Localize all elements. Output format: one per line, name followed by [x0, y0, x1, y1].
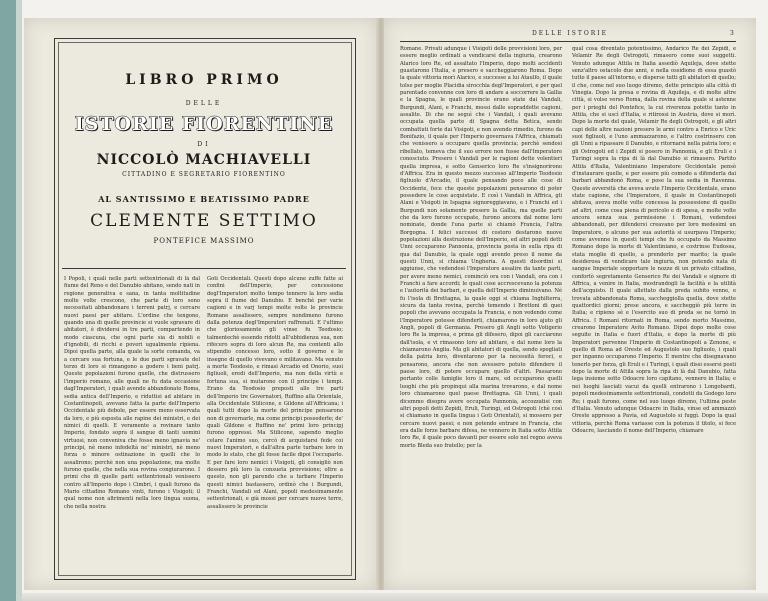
pope-title: PONTEFICE MASSIMO [153, 237, 255, 245]
left-text-column-2 [207, 276, 343, 572]
author-role: CITTADINO E SEGRETARIO FIORENTINO [122, 171, 286, 178]
page-shadow [22, 593, 768, 601]
header-rule [400, 41, 736, 42]
book-number: LIBRO PRIMO [125, 72, 283, 88]
title-di: DI [197, 141, 211, 148]
pope-name: CLEMENTE SETTIMO [90, 211, 318, 231]
book-cover-edge [0, 0, 22, 601]
right-col2-text: qual cosa diventato potentissimo, Andarico Re dei Zepidi, e Velamir Re degli Ostrogoti, rimasero come suoi suggetti. Venuto adunque Attila in Italia assediò Aquileja, dove stette senz'altro ostacolo due anni, e nella ossidione di essa guastò tutto il paese all'intorno, e disperse tutti gli abitatori di quello; il che, come nel suo luogo diremo, dette principio alla città di Vinegia. Dopo la presa e rovina di Aquileja, e di molte altre città, si volse verso Roma, dalla rovina della quale si astenne per i prieghi del Pontefice, la cui riverenza potette tanto in Attila, che si uscì d'Italia, e ritirossi in Austria, dove si morì. Dopo la morte del quale, Velamir Re degli Ostrogoti, e gli altri capi delle altre nazioni presero le armi contro a Enrico e Uric suoi figliuoli, e l'uno ammazzarono, e l'altro costrinsero con gli Unni a ripassare il Danubio, e ritornarsi nella patria loro; e gli Ostrogoti ed i Zepidi si posero in Pannonia, e gli Eruli e i Turingi sopra la ripa di là dal Danubio si rimasero. Partito Attila d'Italia, Valentiniano Imperatore Occidentale pensò d'instaurare quelle, e per essere più comodo a difenderla dai barbari abbandonò Roma, e pose la sua sedia in Ravenna. Queste avversità che aveva avute l'Imperio Occidentale, erano state cagione, che l'Imperatore, il quale in Costantinopoli abitava, aveva molte volte concessa la possessione di quello ad altri, come cosa piena di pericolo e di spesa, e molte volte ancora senza sua permissione i Romani, vedendosi abbandonati, per difendersi creavano per loro medesimi un Imperatore, o alcuno per sua autorità si usurpava l'Imperio; come avvenne in questi tempi che fu occupato da Massimo Romano dopo la morte di Valentiniano, e costrinse Eudossa, stata moglie di quello, a prenderlo per marito; la quale desiderosa di vendicare tale ingiuria, non potendo nata di sangue Imperiale sopportare le nozze di un privato cittadino, confortò segretamente Genserico Re dei Vandali e signore di Affrica, a venire in Italia, mostrandogli la facilità e la utilità dell'acquisto. Il quale allettato dalla preda subito venne, e trovata abbandonata Roma, saccheggiolla quella, dove stette quattordici giorni; prese ancora, e saccheggiò più terre in Italia; e ripieno sè e l'esercito suo di preda se ne tornò in Affrica. I Romani ritornati in Roma, sendo morto Massimo, crearono Imperatore Avito Romano. Dipoi dopo molte cose seguite in Italia e fuori d'Italia, e dopo la morte di più Imperatori pervenne l'Imperio di Costantinopoli a Zenone, e quello di Roma ad Oreste ed Augustolo suo figliuolo, i quali per inganno occuparono l'Imperio. E mentre che disegnavano tenerlo per forza, gli Eruli e i Turingi, i quali dissi essersi posti dopo la morte di Attila sopra la ripa di là dal Danubio, fatta lega insieme sotto Odoacre loro capitano, vennero in Italia; e nei luoghi lasciati vacui da quelli entrarono i Longobardi, popoli medesimamente settentrionali, condotti da Godogo loro Re; i quali furono, come nel suo luogo diremo, l'ultima peste d'Italia. Venuto adunque Odoacre in Italia, vinse ed ammazzò Oreste appresso a Pavia, ed Augustolo si fuggì. Dopo la qual vittoria, perchè Roma variasse con la potenza il titolo, si fece Odoacre, lasciando il nome dell'Imperio, chiamare [572, 46, 736, 434]
running-head: DELLE ISTORIE [531, 30, 609, 37]
right-text-column-2 [572, 46, 736, 576]
title-block [62, 72, 346, 245]
right-text-column-1 [400, 46, 562, 576]
left-col1-text: I Popoli, i quali nelle parti settentrionali di là dal fiume del Reno e del Danubio abitano, sendo nati in regione generativa e sana, in tanta moltitudine molte volte crescono, che parte di loro sono necessitati abbandonare i terreni patrj, e cercare nuovi paesi per abitare. L'ordine che tengono, quando una di quelle provincie si vuole sgravare di abitatori, è dividersi in tre parti, compartendo in modo ciascuna, che ogni parte sia di nobili e d'ignobili, di ricchi e poveri ugualmente ripiena. Dipoi quella parte, alla quale la sorte comanda, va a cercare sua fortuna, e le due parti sgravate del terzo di loro si rimangono a godere i beni patrj. Queste popolazioni furono quelle, che distrussero l'imperio romano, alle quali ne fu data occasione dagl'Imperatori, i quali avendo abbandonato Roma, sedia antica dell'Imperio, e riduttisi ad abitare in Costantinopoli, avevano fatta la parte dell'Imperio Occidentale più debole, per essere meno osservata da loro, e più esposta alle rapine dei ministri, e dei nimici di quelli. E veramente a rovinare tanto Imperio, fondato sopra il sangue di tanti uomini virtuosi, non conveniva che fosse meno ignavia ne' principi, nè meno infedeltà ne' ministri, nè meno forza o minore ostinazione in quelli che lo assalirono; perchè non una popolazione, ma molte furono quelle, che nella sua rovina congiurarono. I primi che di quelle parti settentrionali venissero contro all'Imperio dopo i Cimbri, i quali furono da Mario cittadino Romano vinti, furono i Visigoti; il qual nome non altrimenti nella loro lingua suona, che nella nostra [64, 276, 200, 510]
dedication: AL SANTISSIMO E BEATISSIMO PADRE [98, 194, 310, 204]
left-text-column-1 [64, 276, 200, 572]
author-name: NICCOLÒ MACHIAVELLI [96, 152, 312, 168]
main-title: ISTORIE FIORENTINE [74, 113, 334, 135]
title-delle: DELLE [185, 100, 223, 107]
title-rule [62, 268, 346, 269]
left-col2-text: Goti Occidentali. Questi dopo alcune zuffe fatte ai confini dell'Imperio, per concessione degl'Imperatori molto tempo tennero la loro sedia sopra il fiume del Danubio. E benchè per varie cagioni e in varj tempi molte volte le provincie Romane assalissero, sempre nondimeno furono dalla potenza degl'Imperatori raffrenati. E l'ultimo che gloriosamente gli vinse fu Teodosio; talmentechè essendo ridotti all'ubbidienza sua, non rifecero sopra di loro alcun Re, ma contenti allo stipendio concesso loro, sotto il governo e le insegne di quello vivevano e militavano. Ma venuto a morte Teodosio, e rimasi Arcadio ed Onorio, suoi figliuoli, eredi dell'Imperio, ma non della virtù e fortuna sua, si mutarono con il principe i tempi. Erano da Teodosio preposti alle tre parti dell'Imperio tre Governatori, Ruffino alla Orientale, alla Occidentale Stilicone, e Gildone all'Affricana; i quali tutti dopo la morte del principe pensarono non di governarle, ma come principi possederle; de' quali Gildone e Ruffino ne' primi loro principj furono oppressi. Ma Stilicone, sapendo meglio celare l'animo suo, cercò di acquistarsi fede coi nuovi Imperatori, e dall'altra parte turbare loro in modo lo stato, che gli fosse facile dipoi l'occuparlo. E per fare loro nemici i Visigoti, gli consigliò non dessero più loro la consueta provvisione; oltre a questo, non gli parendo che a turbare l'Imperio questi nimici bastassero, ordinò che i Burgundi, Franchi, Vandali ed Alani, popoli medesimamente settentrionali, e già mossi per cercare nuove terre, assalissero le provincie [207, 276, 343, 510]
page-number: 3 [730, 30, 734, 37]
right-col1-text: Romane. Privati adunque i Visigoti delle provvisioni loro, per essere meglio ordinati a vendicarsi della ingiuria, crearono Alarico loro Re, ed assaltato l'Imperio, dopo molti accidenti guastarono l'Italia, e presero e saccheggiarono Roma. Dopo la quale vittoria morì Alarico, e successe a lui Ataulfo, il quale tolse per moglie Placidia sirocchia degl'Imperatori, e per quel parentado convenne con loro di andare a soccorrere la Gallia e la Spagna, le quali provincie erano state dai Vandali, Burgundi, Alani, e Franchi, mossi dalle sopraddette cagioni, assalite. Di che ne seguì che i Vandali, i quali avevano occupata quella parte di Spagna detta Betica, sendo combattuti forte dai Visigoti, e non avendo rimedio, furono da Bonifazio, il quale per l'Imperio governava l'Affrica, chiamati che venissero a occupare quella provincia; perchè sendosi ribellato, temeva che il suo errore non fusse dall'Imperatore conosciuto. Presero i Vandali per le ragioni dette volentieri quella impresa, e sotto Genserico loro Re s'insignorirono d'Affrica. Era in questo mezzo successo all'Imperio Teodosio figliuolo d'Arcadio, il quale pensando poco alle cose di Occidente, fece che queste popolazioni pensarono di poter possedere le cose acquistate. E così i Vandali in Affrica, gli Alani e Visigoti in Ispagna signoreggiavano, e i Franchi ed i Burgundi non solamente presero la Gallia, ma quelle parti che da loro furono occupate, furono ancora dal nome loro nominate, donde l'una parte si chiamò Francia, l'altra Borgogna. I felici successi di costoro destarono nuove popolazioni alla destruzione dell'Imperio, ed altri popoli detti Unni occuparono Pannonia, provincia posta in sulla ripa di qua dal Danubio, la quale oggi avendo preso il nome da questi Unni, si chiama Ungheria. A questi disordini si aggiunse, che vedendosi l'Imperatore assalire da tante parti, per avere meno nemici, cominciò ora con i Vandali, ora con i Franchi a fare accordi; le quali cose accrescevano la potenza e l'autorità dei barbari, e quella dell'Imperio diminuivano. Nè fu l'isola di Brettagna, la quale oggi si chiama Inghilterra, sicura da tanta rovina, perchè temendo i Brettoni di quei popoli che avevano occupata la Francia, e non vedendo come l'Imperatore potesse difenderli, chiamarono in loro ajuto gli Angli, popoli di Germania. Presero gli Angli sotto Votigerio loro Re la impresa, e prima gli difesero, dipoi gli cacciarono dall'isola, e vi rimasono loro ad abitare, e dal nome loro la chiamarono Anglia. Ma gli abitatori di quella, sendo spogliati della patria loro, diventarono per la necessità feroci, e pensarono, ancora che non avessero potuto difendere il paese loro, di potere occupare quello d'altri. Passarono pertanto colle famiglie loro il mare, ed occuparono quelli luoghi che più propinqui alla marina trovarono, e dal nome loro chiamarono quel paese Brettagna. Gli Unni, i quali dicemmo disopra avere occupata Pannonia, accozzatisi con altri popoli detti Zepidi, Eruli, Turingi, ed Ostrogoti (chè così si chiamano in quella lingua i Goti Orientali), si mossero per cercare nuovi paesi; e non potendo entrare in Francia, che era dalle forze barbare difesa, ne vennero in Italia sotto Attila loro Re, il quale poco davanti per essere solo nel regno aveva morto Bleda suo fratello; per la [400, 46, 562, 449]
